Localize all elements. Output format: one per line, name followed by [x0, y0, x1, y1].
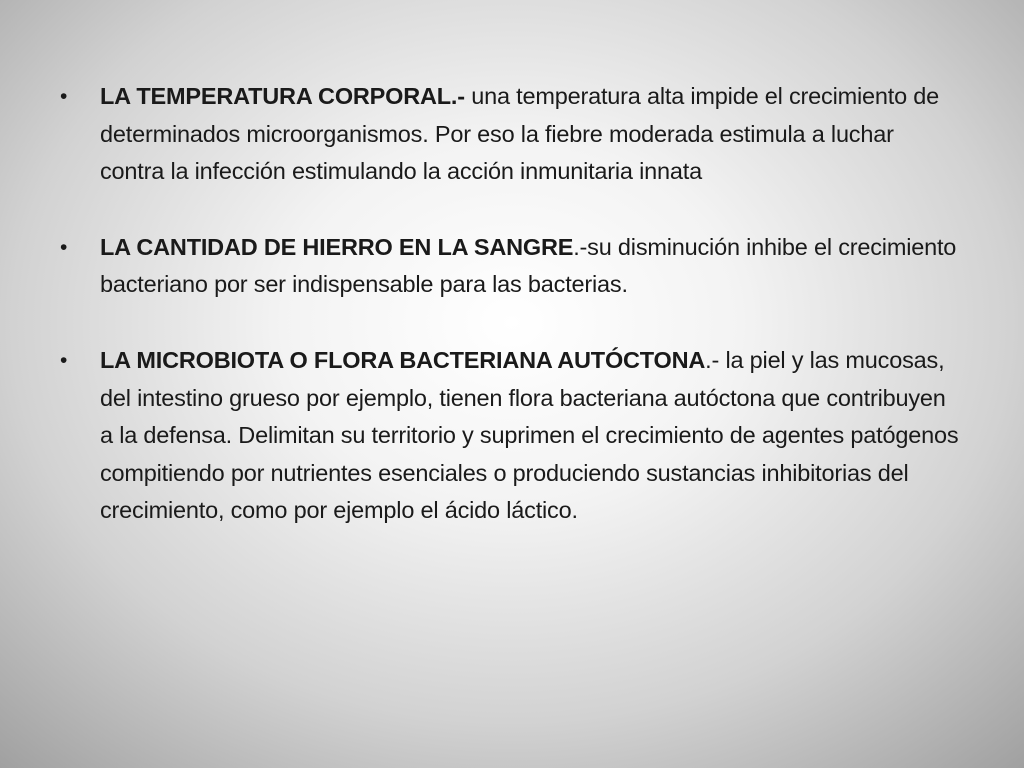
- bullet-term: LA TEMPERATURA CORPORAL.-: [100, 83, 465, 109]
- bullet-list: [60, 78, 960, 530]
- bullet-item-hierro: [60, 229, 960, 304]
- bullet-item-microbiota: [60, 342, 960, 530]
- bullet-icon: •: [60, 235, 68, 259]
- bullet-text: .- la piel y las mucosas, del intestino grueso por ejemplo, tienen flora bacteriana autóctona que contribuyen a la defensa. Delimitan su territorio y suprimen el crecimiento de agentes patógenos compitiendo por nutrientes esenciales o produciendo sustancias inhibitorias del crecimiento, como por ejemplo el ácido láctico.: [100, 346, 959, 524]
- bullet-term: LA CANTIDAD DE HIERRO EN LA SANGRE: [100, 233, 574, 260]
- bullet-text: .-su disminución inhibe el crecimiento bacteriano por ser indispensable para las bacterias.: [100, 233, 957, 298]
- bullet-icon: •: [60, 348, 68, 372]
- bullet-text: una temperatura alta impide el crecimiento de determinados microorganismos. Por eso la fiebre moderada estimula a luchar contra la infección estimulando la acción inmunitaria innata: [100, 83, 940, 185]
- bullet-term: LA MICROBIOTA O FLORA BACTERIANA AUTÓCTONA: [100, 346, 706, 373]
- bullet-item-temperatura: [60, 78, 960, 191]
- bullet-icon: •: [60, 85, 68, 108]
